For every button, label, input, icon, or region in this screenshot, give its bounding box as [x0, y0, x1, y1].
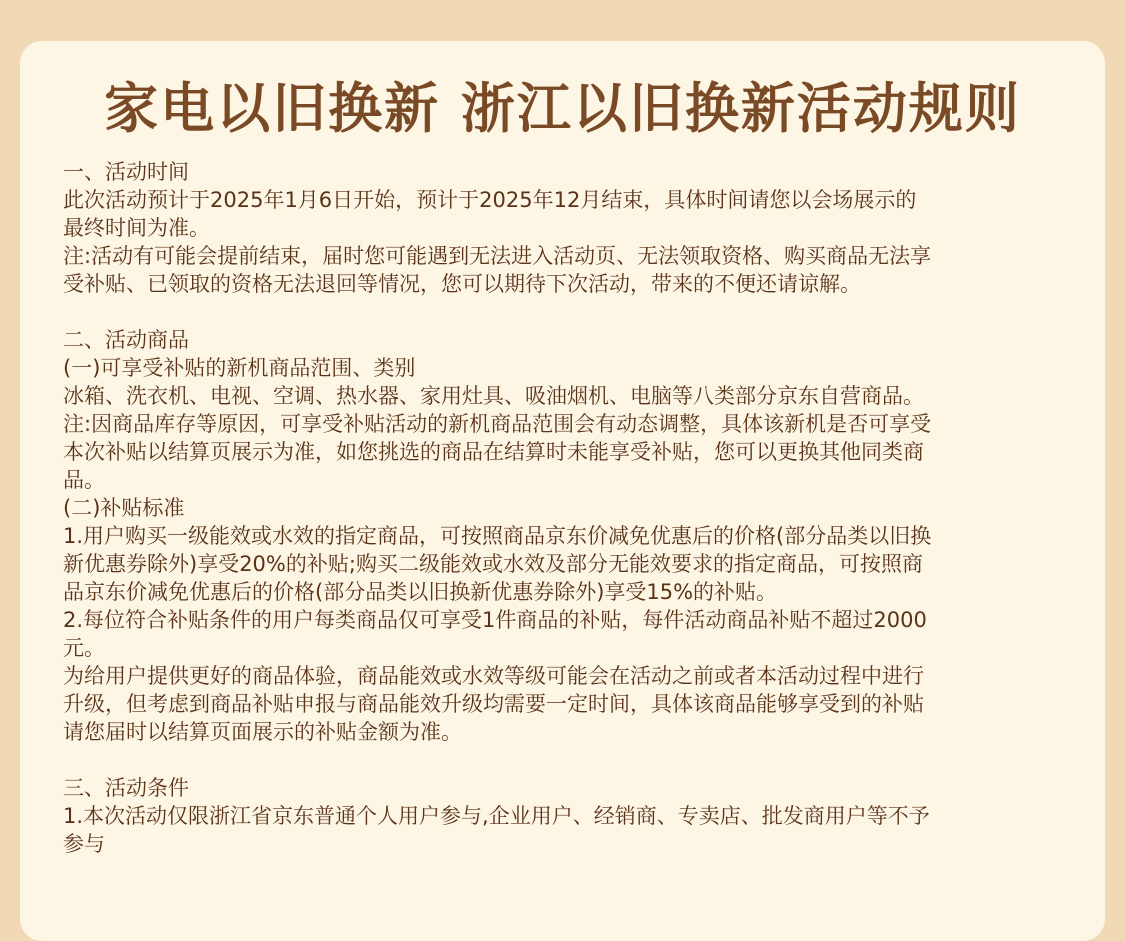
paragraph-line: 受补贴、已领取的资格无法退回等情况，您可以期待下次活动，带来的不便还请谅解。	[63, 272, 861, 296]
section-heading-activity-conditions: 三、活动条件	[63, 776, 189, 800]
paragraph-line: 注:因商品库存等原因，可享受补贴活动的新机商品范围会有动态调整，具体该新机是否可享受	[63, 412, 932, 436]
paragraph-line: 升级，但考虑到商品补贴申报与商品能效升级均需要一定时间，具体该商品能够享受到的补贴	[63, 692, 924, 716]
subsection-heading-subsidy-standard: (二)补贴标准	[63, 496, 185, 520]
rules-content	[63, 158, 1063, 858]
page-title: 家电以旧换新 浙江以旧换新活动规则	[104, 77, 1021, 140]
paragraph-line: 参与	[63, 832, 105, 856]
paragraph-line: 新优惠券除外)享受20%的补贴;购买二级能效或水效及部分无能效要求的指定商品，可按照商	[63, 552, 923, 576]
paragraph-line: 最终时间为准。	[63, 216, 210, 240]
paragraph-line: 此次活动预计于2025年1月6日开始，预计于2025年12月结束，具体时间请您以会场展示的	[63, 188, 917, 212]
paragraph-line: 品京东价减免优惠后的价格(部分品类以旧换新优惠券除外)享受15%的补贴。	[63, 580, 778, 604]
paragraph-line: 品。	[63, 468, 105, 492]
paragraph-line: 冰箱、洗衣机、电视、空调、热水器、家用灶具、吸油烟机、电脑等八类部分京东自营商品。	[63, 384, 924, 408]
paragraph-line: 元。	[63, 636, 105, 660]
paragraph-line: 2.每位符合补贴条件的用户每类商品仅可享受1件商品的补贴，每件活动商品补贴不超过2000	[63, 608, 927, 632]
paragraph-line: 本次补贴以结算页展示为准，如您挑选的商品在结算时未能享受补贴，您可以更换其他同类商	[63, 440, 924, 464]
section-heading-activity-goods: 二、活动商品	[63, 328, 189, 352]
paragraph-line: 1.用户购买一级能效或水效的指定商品，可按照商品京东价减免优惠后的价格(部分品类以旧换	[63, 524, 932, 548]
section-gap	[63, 746, 1063, 774]
section-heading-activity-time: 一、活动时间	[63, 160, 189, 184]
paragraph-line: 为给用户提供更好的商品体验，商品能效或水效等级可能会在活动之前或者本活动过程中进行	[63, 664, 924, 688]
paragraph-line: 1.本次活动仅限浙江省京东普通个人用户参与,企业用户、经销商、专卖店、批发商用户等不予	[63, 804, 930, 828]
paragraph-line: 请您届时以结算页面展示的补贴金额为准。	[63, 720, 462, 744]
subsection-heading-goods-scope: (一)可享受补贴的新机商品范围、类别	[63, 356, 416, 380]
paragraph-line: 注:活动有可能会提前结束，届时您可能遇到无法进入活动页、无法领取资格、购买商品无法享	[63, 244, 932, 268]
section-gap	[63, 298, 1063, 326]
